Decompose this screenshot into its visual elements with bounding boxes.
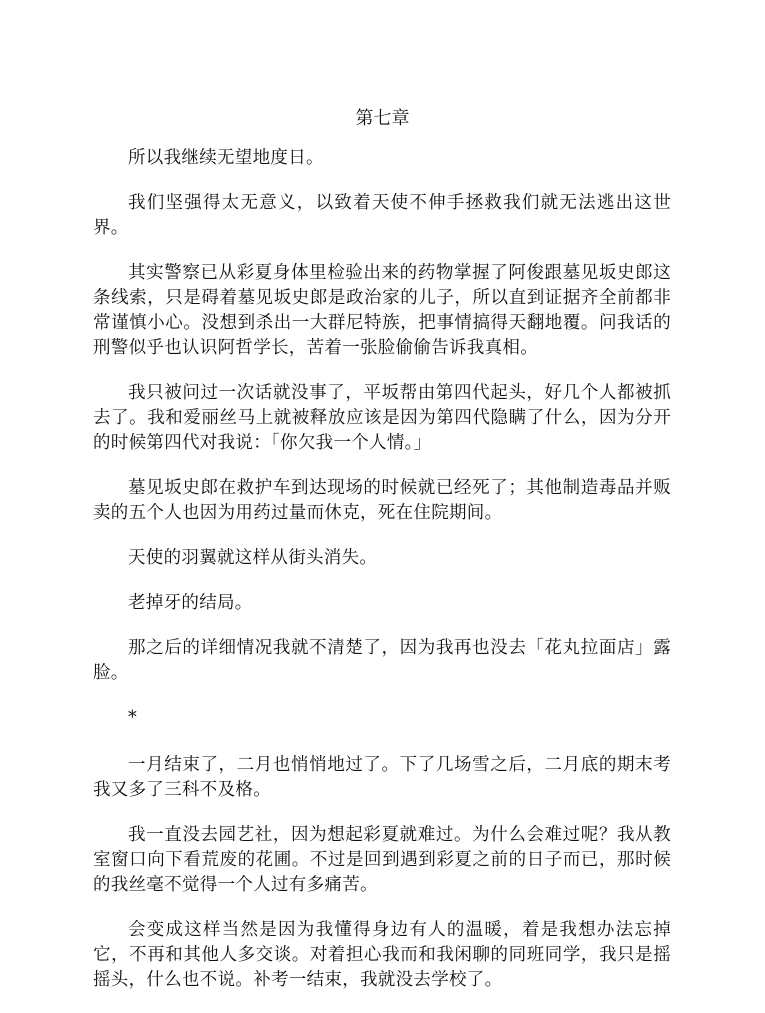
section-break: * <box>128 708 138 728</box>
paragraph: 一月结束了，二月也悄悄地过了。下了几场雪之后，二月底的期末考我又多了三科不及格。 <box>93 755 671 800</box>
paragraph: 墓见坂史郎在救护车到达现场的时候就已经死了；其他制造毒品并贩卖的五个人也因为用药过量而休克，死在住院期间。 <box>93 478 671 523</box>
paragraph: 我们坚强得太无意义，以致着天使不伸手拯救我们就无法逃出这世界。 <box>93 193 671 238</box>
paragraph: 那之后的详细情况我就不清楚了，因为我再也没去「花丸拉面店」露脸。 <box>93 638 671 683</box>
chapter-title: 第七章 <box>355 108 410 129</box>
paragraph: 会变成这样当然是因为我懂得身边有人的温暖，着是我想办法忘掉它，不再和其他人多交谈。对着担心我而和我闲聊的同班同学，我只是摇摇头，什么也不说。补考一结束，我就没去学校了。 <box>93 920 671 990</box>
paragraph: 其实警察已从彩夏身体里检验出来的药物掌握了阿俊跟墓见坂史郎这条线索，只是碍着墓见坂史郎是政治家的儿子，所以直到证据齐全前都非常谨慎小心。没想到杀出一大群尼特族，把事情搞得天翻地覆。问我话的刑警似乎也认识阿哲学长，苦着一张脸偷偷告诉我真相。 <box>93 263 671 358</box>
paragraph: 我一直没去园艺社，因为想起彩夏就难过。为什么会难过呢？我从教室窗口向下看荒废的花圃。不过是回到遇到彩夏之前的日子而已，那时候的我丝毫不觉得一个人过有多痛苦。 <box>93 825 671 895</box>
paragraph: 所以我继续无望地度日。 <box>128 148 324 168</box>
chapter-body <box>93 146 671 1013</box>
paragraph: 老掉牙的结局。 <box>128 593 253 613</box>
paragraph: 我只被问过一次话就没事了，平坂帮由第四代起头，好几个人都被抓去了。我和爱丽丝马上就被释放应该是因为第四代隐瞒了什么，因为分开的时候第四代对我说：「你欠我一个人情。」 <box>93 383 671 453</box>
paragraph: 天使的羽翼就这样从街头消失。 <box>128 548 378 568</box>
